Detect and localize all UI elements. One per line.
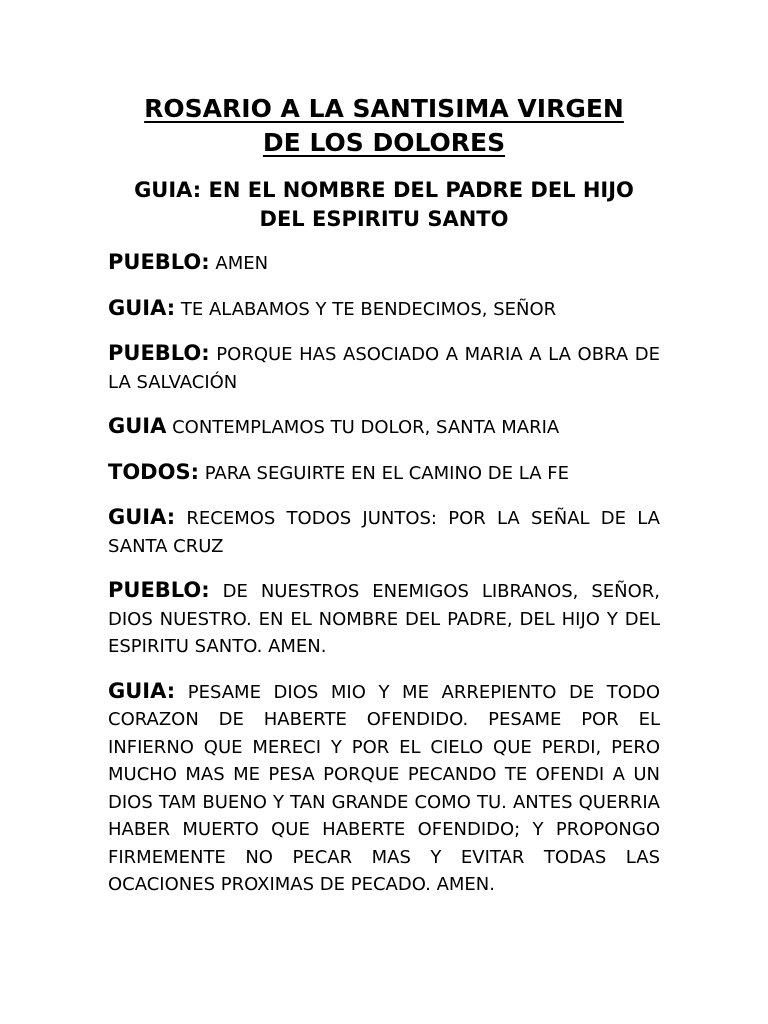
guia-intro-line-2: DEL ESPIRITU SANTO (259, 207, 509, 231)
title-line-1: ROSARIO A LA SANTISIMA VIRGEN (144, 94, 624, 123)
paragraph-text: DE NUESTROS ENEMIGOS LIBRANOS, SEÑOR, DIOS NUESTRO. EN EL NOMBRE DEL PADRE, DEL HIJO Y DEL ESPIRITU SANTO. AMEN. (108, 581, 660, 657)
paragraph-todos-seguirte (108, 459, 660, 488)
speaker-label: GUIA: (108, 678, 176, 703)
paragraph-pueblo-enemigos (108, 577, 660, 661)
paragraph-pueblo-asociado (108, 340, 660, 396)
speaker-label: PUEBLO: (108, 578, 210, 602)
paragraph-pueblo-amen (108, 249, 660, 278)
paragraph-text: CONTEMPLAMOS TU DOLOR, SANTA MARIA (166, 417, 560, 438)
document-title (108, 92, 660, 160)
paragraph-text: TE ALABAMOS Y TE BENDECIMOS, SEÑOR (175, 298, 557, 320)
paragraph-guia-pesame (108, 678, 660, 899)
paragraph-guia-alabamos (108, 295, 660, 324)
speaker-label: PUEBLO: (108, 341, 210, 365)
paragraph-text: PORQUE HAS ASOCIADO A MARIA A LA OBRA DE LA SALVACIÓN (108, 344, 660, 393)
title-line-2: DE LOS DOLORES (262, 128, 506, 157)
paragraph-text: AMEN (209, 253, 269, 274)
paragraph-text: PARA SEGUIRTE EN EL CAMINO DE LA FE (198, 462, 569, 484)
speaker-label: TODOS: (108, 459, 199, 484)
speaker-label: GUIA: (108, 505, 176, 529)
guia-intro-line-1: GUIA: EN EL NOMBRE DEL PADRE DEL HIJO (134, 178, 634, 202)
paragraph-guia-recemos (108, 504, 660, 560)
speaker-label: GUIA (108, 414, 167, 438)
paragraph-guia-contemplamos (108, 413, 660, 442)
speaker-label: GUIA: (108, 295, 176, 320)
guia-intro (108, 176, 660, 234)
paragraph-text: PESAME DIOS MIO Y ME ARREPIENTO DE TODO CORAZON DE HABERTE OFENDIDO. PESAME POR EL INFIERNO QUE MERECI Y POR EL CIELO QUE PERDI, PERO MUCHO MAS ME PESA PORQUE PECANDO TE OFENDI A UN DIOS TAM BUENO Y TAN GRANDE COMO TU. ANTES QUERRIA HABER MUERTO QUE HABERTE OFENDIDO; Y PROPONGO FIRMEMENTE NO PECAR MAS Y EVITAR TODAS LAS OCACIONES PROXIMAS DE PECADO. AMEN. (108, 681, 660, 895)
speaker-label: PUEBLO: (108, 250, 210, 274)
paragraph-text: RECEMOS TODOS JUNTOS: POR LA SEÑAL DE LA SANTA CRUZ (108, 508, 660, 557)
